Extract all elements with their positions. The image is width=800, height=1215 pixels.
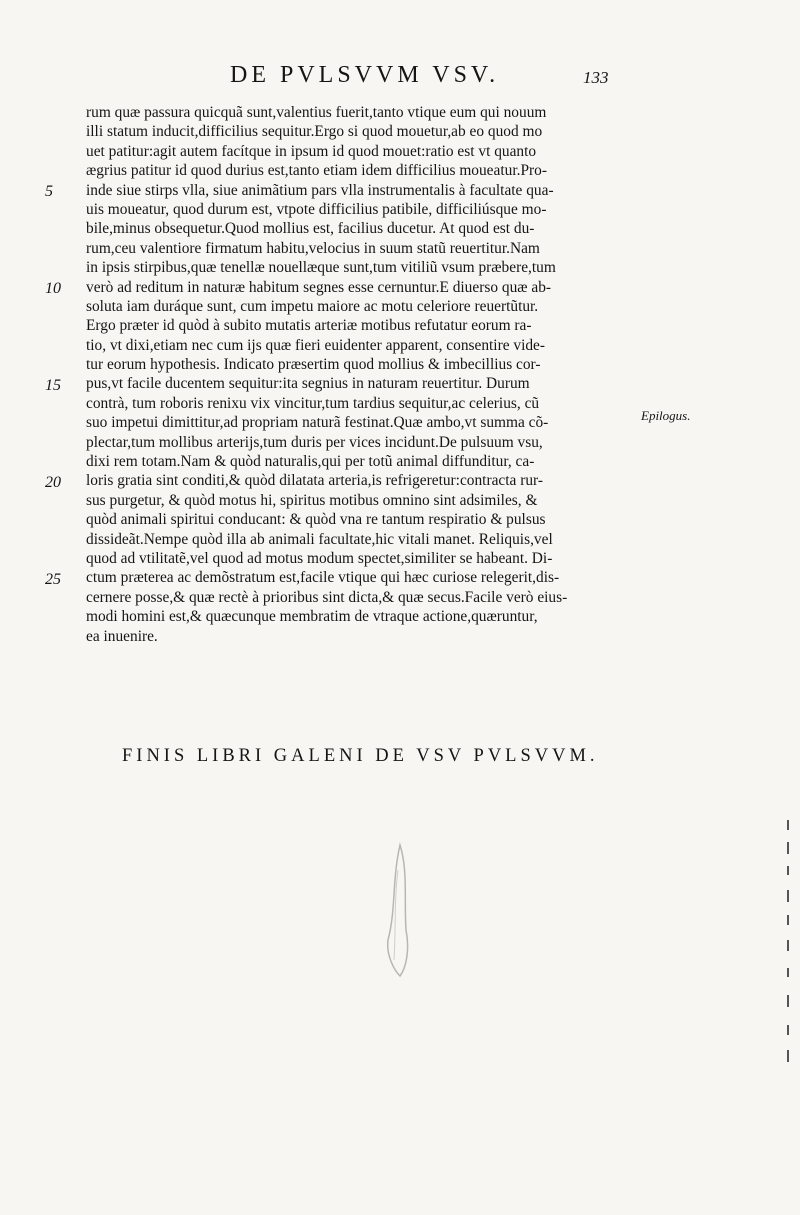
colophon: FINIS LIBRI GALENI DE VSV PVLSVVM. xyxy=(122,746,599,766)
text-line: uet patitur:agit autem facítque in ipsum id quod mouet:ratio est vt quanto xyxy=(86,142,537,160)
text-line: ægrius patitur id quod durius est,tanto etiam idem difficilius moueatur.Pro- xyxy=(86,162,547,180)
text-line: sus purgetur, & quòd motus hi, spiritus motibus omnino sint adsimiles, & xyxy=(86,491,538,509)
text-line: cernere posse,& quæ rectè à prioribus sint dicta,& quæ secus.Facile verò eius- xyxy=(86,588,568,606)
text-line: loris gratia sint conditi,& quòd dilatata arteria,is refrigeretur:contracta rur- xyxy=(86,472,543,490)
text-line: ctum præterea ac demõstratum est,facile vtique qui hæc curiose relegerit,dis- xyxy=(86,569,560,587)
text-line: quod ad vtilitatẽ,vel quod ad motus modum spectet,similiter se habeant. Di- xyxy=(86,549,553,567)
line-number: 5 xyxy=(45,182,53,200)
text-line: dissideãt.Nempe quòd illa ab animali facultate,hic vitali manet. Reliquis,vel xyxy=(86,530,553,548)
text-line: contrà, tum roboris renixu vix vincitur,tum tardius sequitur,ac celerius, cũ xyxy=(86,394,540,412)
text-line: Ergo præter id quòd à subito mutatis arteriæ motibus refutatur eorum ra- xyxy=(86,317,532,335)
paper-tear-mark xyxy=(370,840,430,980)
page-edge-marks xyxy=(778,820,798,1070)
text-line: uis moueatur, quod durum est, vtpote difficilius patibile, difficiliúsque mo- xyxy=(86,200,547,218)
running-head-title: DE PVLSVVM VSV. xyxy=(230,62,500,88)
text-line: dixi rem totam.Nam & quòd naturalis,qui per totũ animal diffunditur, ca- xyxy=(86,453,535,471)
line-number: 15 xyxy=(45,376,61,394)
marginal-note: Epilogus. xyxy=(641,408,691,423)
text-line: illi statum inducit,difficilius sequitur.Ergo si quod mouetur,ab eo quod mo xyxy=(86,123,543,141)
line-number: 25 xyxy=(45,570,61,588)
line-number: 20 xyxy=(45,473,61,491)
line-number: 10 xyxy=(45,279,61,297)
text-line: tio, vt dixi,etiam nec cum ijs quæ fieri euidenter apparent, consentire vide- xyxy=(86,336,546,354)
text-line: inde siue stirps vlla, siue animãtium pars vlla instrumentalis à facultate qua- xyxy=(86,181,554,199)
text-line: suo impetui dimittitur,ad propriam naturã festinat.Quæ ambo,vt summa cõ- xyxy=(86,414,549,432)
text-line: pus,vt facile ducentem sequitur:ita segnius in naturam reuertitur. Durum xyxy=(86,375,530,393)
body-text xyxy=(86,103,646,646)
text-line: bile,minus obsequetur.Quod mollius est, facilius ducetur. At quod est du- xyxy=(86,220,535,238)
text-line: rum,ceu valentiore firmatum habitu,velocius in suum statũ reuertitur.Nam xyxy=(86,239,540,257)
text-line: verò ad reditum in naturæ habitum segnes esse cernuntur.E diuerso quæ ab- xyxy=(86,278,552,296)
page-number: 133 xyxy=(583,68,609,87)
text-line: ea inuenire. xyxy=(86,627,158,645)
text-line: tur eorum hypothesis. Indicato præsertim quod mollius & imbecillius cor- xyxy=(86,356,541,374)
text-line: plectar,tum mollibus arterijs,tum duris per vices incidunt.De pulsuum vsu, xyxy=(86,433,543,451)
text-line: rum quæ passura quicquã sunt,valentius fuerit,tanto vtique eum qui nouum xyxy=(86,104,547,121)
text-line: in ipsis stirpibus,quæ tenellæ nouellæque sunt,tum vitiliũ vsum præbere,tum xyxy=(86,259,556,277)
text-line: soluta iam duráque sunt, cum impetu maiore ac motu celeriore reuertũtur. xyxy=(86,297,539,315)
text-line: quòd animali spiritui conducant: & quòd vna re tantum respiratio & pulsus xyxy=(86,511,546,529)
text-line: modi homini est,& quæcunque membratim de vtraque actione,quæruntur, xyxy=(86,608,538,626)
